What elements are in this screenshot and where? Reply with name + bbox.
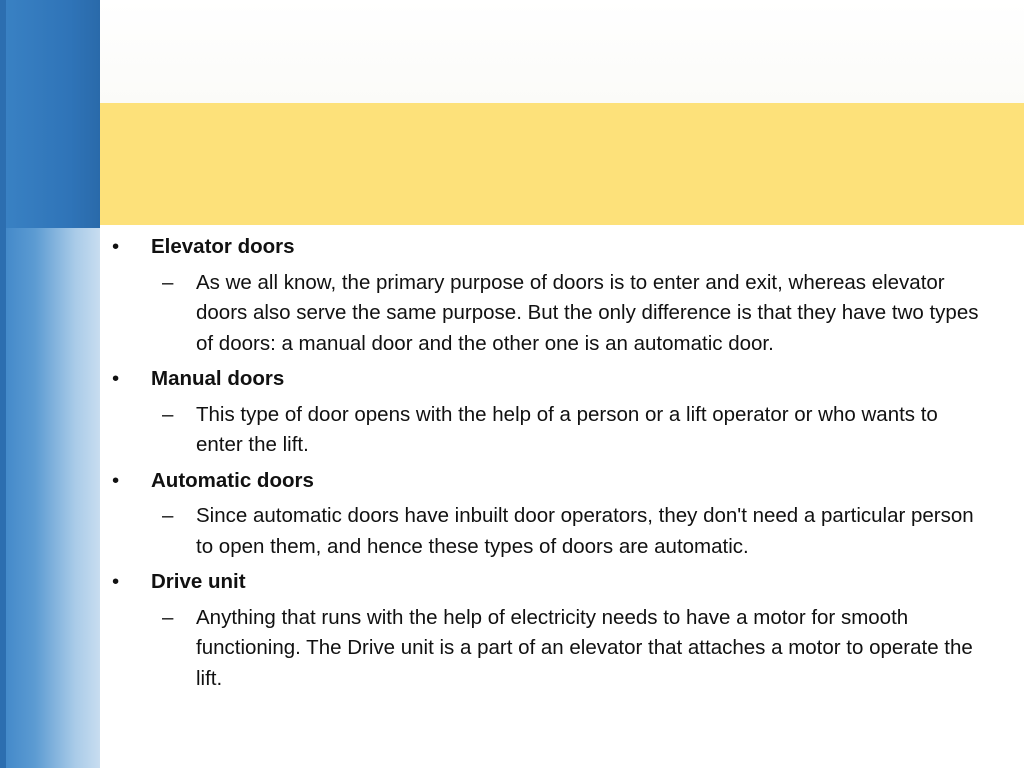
bullet-heading: Manual doors [151, 367, 285, 390]
bullet-glyph: • [112, 570, 120, 593]
left-accent-bar-bottom [0, 228, 100, 768]
sub-bullet-text: Since automatic doors have inbuilt door operators, they don't need a particular person to open them, and hence these types of doors are automatic. [196, 504, 974, 558]
sub-bullet-item [110, 603, 990, 695]
bullet-item [110, 232, 990, 263]
left-edge-stripe [0, 0, 6, 768]
sub-bullet-text: Anything that runs with the help of electricity needs to have a motor for smooth functioning. The Drive unit is a part of an elevator that attaches a motor to operate the lift. [196, 605, 973, 690]
bullet-glyph: • [112, 468, 120, 492]
title-band [100, 103, 1024, 225]
dash-glyph: – [162, 402, 174, 426]
bullet-heading: Elevator doors [151, 235, 295, 258]
dash-glyph: – [162, 605, 174, 629]
left-accent-bar-top [0, 0, 100, 228]
bullet-item [110, 567, 990, 598]
bullet-glyph: • [112, 235, 120, 258]
bullet-heading: Drive unit [151, 570, 246, 593]
dash-glyph: – [162, 504, 174, 527]
bullet-heading: Automatic doors [151, 468, 314, 492]
sub-bullet-item [110, 501, 990, 562]
sub-bullet-text: This type of door opens with the help of a person or a lift operator or who wants to enter the lift. [196, 402, 938, 456]
bullet-item [110, 364, 990, 395]
slide-body [110, 232, 990, 699]
sub-bullet-item [110, 400, 990, 461]
sub-bullet-item [110, 268, 990, 360]
sub-bullet-text: As we all know, the primary purpose of doors is to enter and exit, whereas elevator doors also serve the same purpose. But the only difference is that they have two types of doors: a manual door and the other one is an automatic door. [196, 270, 979, 355]
bullet-glyph: • [112, 367, 120, 390]
title-area [100, 0, 1024, 103]
dash-glyph: – [162, 270, 174, 294]
bullet-item [110, 466, 990, 497]
